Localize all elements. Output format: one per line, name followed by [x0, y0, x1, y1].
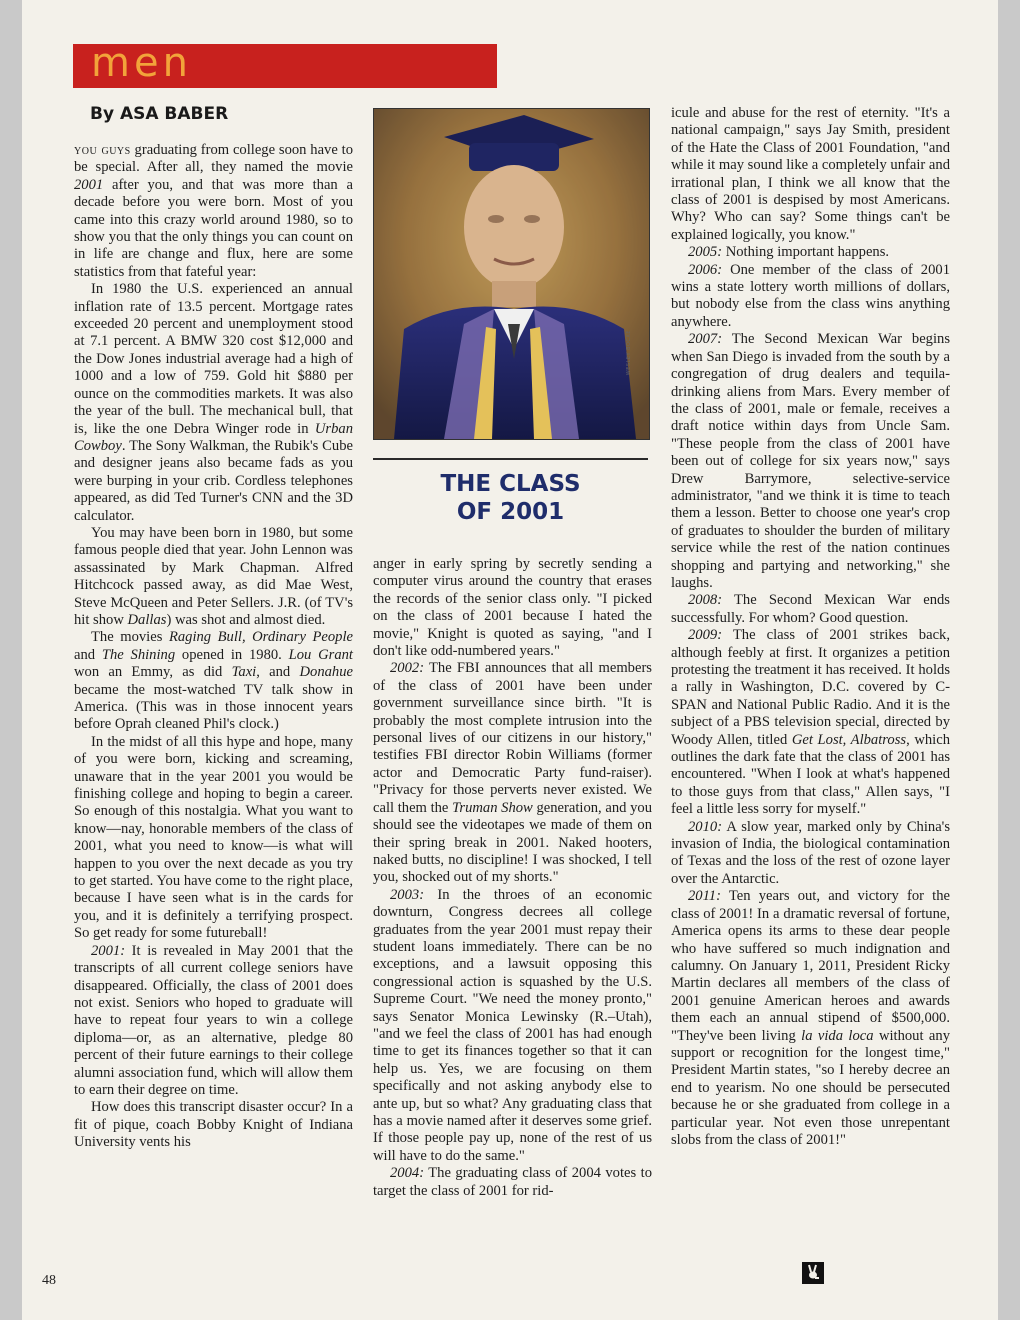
page-number: 48 [42, 1273, 56, 1288]
paragraph: 2004: The graduating class of 2004 votes to target the class of 2001 for rid- [373, 1165, 652, 1199]
paragraph: anger in early spring by secretly sending a computer virus around the country that erases the records of the senior class only. "I picked on the class of 2001 because I hated the movie," Knight is quoted as saying, "and I don't like odd-numbered years." [373, 556, 652, 660]
paragraph: you guys graduating from college soon have to be special. After all, they named the movie 2001 after you, and that was more than a decade before you were born. Most of you came into this crazy world around 1980, so to show you that the only things you can count on in life are change and flux, here are some statistics from that fateful year: [74, 142, 353, 280]
section-title: men [91, 40, 192, 86]
paragraph: icule and abuse for the rest of eternity. "It's a national campaign," says Jay Smith, president of the Hate the Class of 2001 Foundation, "and while it may sound like a completely unfair and irrational plan, I think we all know that the class of 2001 is despised by most Americans. Why? Who can say? Some things can't be explained logically, you know." [671, 105, 950, 243]
paragraph: You may have been born in 1980, but some famous people died that year. John Lennon was assassinated by Mark Chapman. Alfred Hitchcock passed away, as did Mae West, Steve McQueen and Peter Sellers. J.R. (of TV's hit show Dallas) was shot and almost died. [74, 524, 353, 628]
article-column-2 [373, 556, 652, 1200]
paragraph: 2007: The Second Mexican War begins when San Diego is invaded from the south by a congregation of drug dealers and tequila-drinking aliens from Mars. Every member of the class of 2001, male or female, receives a draft notice within days from Uncle Sam. "These people from the class of 2001 have been out of college for six years now," says Drew Barrymore, selective-service administrator, "and we think it is time to teach them a lesson. Better to choose one year's crop of graduates to shoulder the burden of military service while the rest of the nation continues shopping and partying and networking," she laughs. [671, 331, 950, 591]
headline-line-2: OF 2001 [456, 499, 565, 525]
paragraph: 2010: A slow year, marked only by China's invasion of India, the biological contamination of Texas and the loss of the rest of ozone layer over the Antarctic. [671, 818, 950, 887]
paragraph: In 1980 the U.S. experienced an annual inflation rate of 13.5 percent. Mortgage rates exceeded 20 percent and unemployment stood at 7.1 percent. A BMW 320 cost $12,000 and the Dow Jones industrial average had a high of 1000 and a low of 759. Gold hit $880 per ounce on the commodities markets. It was also the year of the bull. The mechanical bull, that is, like the one Debra Winger rode in Urban Cowboy. The Sony Walkman, the Rubik's Cube and designer jeans also became fads as you were burping in your crib. Cordless telephones appeared, as did Ted Turner's CNN and the 3D calculator. [74, 281, 353, 524]
paragraph: How does this transcript disaster occur? In a fit of pique, coach Bobby Knight of Indiana University vents his [74, 1099, 353, 1151]
section-banner [73, 40, 497, 88]
paragraph: 2005: Nothing important happens. [688, 244, 890, 261]
paragraph: In the midst of all this hype and hope, many of you were born, kicking and screaming, unaware that in the year 2001 you would be finishing college and hoping to begin a career. So enough of this nostalgia. What you want to know—nay, honorable members of the class of 2001, what you need to know—is what will happen to you over the next decade as you try to get started. You have come to the right place, because I have seen what is in the cards for you, and it is definitely a terrifying prospect. So get ready for some futureball! [74, 733, 353, 942]
paragraph: The movies Raging Bull, Ordinary People and The Shining opened in 1980. Lou Grant won an Emmy, as did Taxi, and Donahue became the most-watched TV talk show in America. (This was in those innocent years before Oprah cleaned Phil's clock.) [74, 629, 353, 733]
magazine-page [22, 0, 998, 1320]
article-headline [373, 470, 648, 526]
article-column-1 [74, 142, 353, 1152]
headline-line-1: THE CLASS [440, 471, 581, 497]
headline-rule [373, 458, 648, 460]
byline: By ASA BABER [90, 104, 229, 124]
paragraph: 2009: The class of 2001 strikes back, although feebly at first. It organizes a petition protesting the treatment it has received. It holds a rally in Washington, D.C. covered by C-SPAN and National Public Radio. And it is the subject of a PBS television special, directed by Woody Allen, titled Get Lost, Albatross, which outlines the dark fate that the class of 2001 has encountered. "When I look at what's happened to those guys from that class," Allen says, "I feel a little less sorry for myself." [671, 627, 950, 818]
paragraph: 2001: It is revealed in May 2001 that the transcripts of all current college seniors have disappeared. Officially, the class of 2001 does not exist. Seniors who hoped to graduate will have to repeat four years to win a college diploma—or, as an alternative, pledge 80 percent of their future earnings to their college alumni association fund, which will allow them to earn their degree on time. [74, 942, 353, 1098]
paragraph: 2008: The Second Mexican War ends successfully. For whom? Good question. [671, 592, 950, 626]
paragraph: 2003: In the throes of an economic downturn, Congress decrees all college graduates from the year 2001 must repay their student loans immediately. There can be no exceptions, and a lawsuit opposing this congressional action is squashed by the U.S. Supreme Court. "We need the money pronto," says Senator Monica Lewinsky (R.–Utah), "and we feel the class of 2001 has had enough time to get its finances together so that it can help us. Yes, we are focusing on them specifically and not asking anybody else to ante up, but so what? Any graduating class that has a movie named after it deserves some grief. If those people pay up, none of the rest of us will have to do the same." [373, 886, 652, 1164]
paragraph: 2006: One member of the class of 2001 wins a state lottery worth millions of dollars, but nobody else from the class wins anything anywhere. [671, 261, 950, 330]
article-column-3 [671, 105, 950, 1149]
photo-credit: WESLEY BOCXE [626, 330, 632, 376]
paragraph: 2002: The FBI announces that all members of the class of 2001 have been under government surveillance since birth. "It is probably the most complete intrusion into the personal lives of our citizens in our history," testifies FBI director Robin Williams (former actor and Democratic Party fund-raiser). "Privacy for those perverts never existed. We call them the Truman Show generation, and you should see the videotapes we made of them on their spring break in 2001. Naked hooters, naked butts, no discipline! I was shocked, I tell you, shocked out of my shorts." [373, 660, 652, 886]
paragraph: 2011: Ten years out, and victory for the class of 2001! In a dramatic reversal of fortune, America opens its arms to these dear people who have suffered so much indignation and calumny. On January 1, 2011, President Ricky Martin declares all members of the class of 2001 genuine American heroes and awards them each an annual stipend of $500,000. "They've been living la vida loca without any support or recognition for the longest time," President Martin states, "so I hereby decree an end to yearism. No one should be persecuted because he or she graduated from college in a particular year. Not even those unrepentant slobs from the class of 2001!" [671, 888, 950, 1148]
graduate-photo [373, 108, 650, 440]
rabbit-logo-icon [802, 1262, 824, 1284]
